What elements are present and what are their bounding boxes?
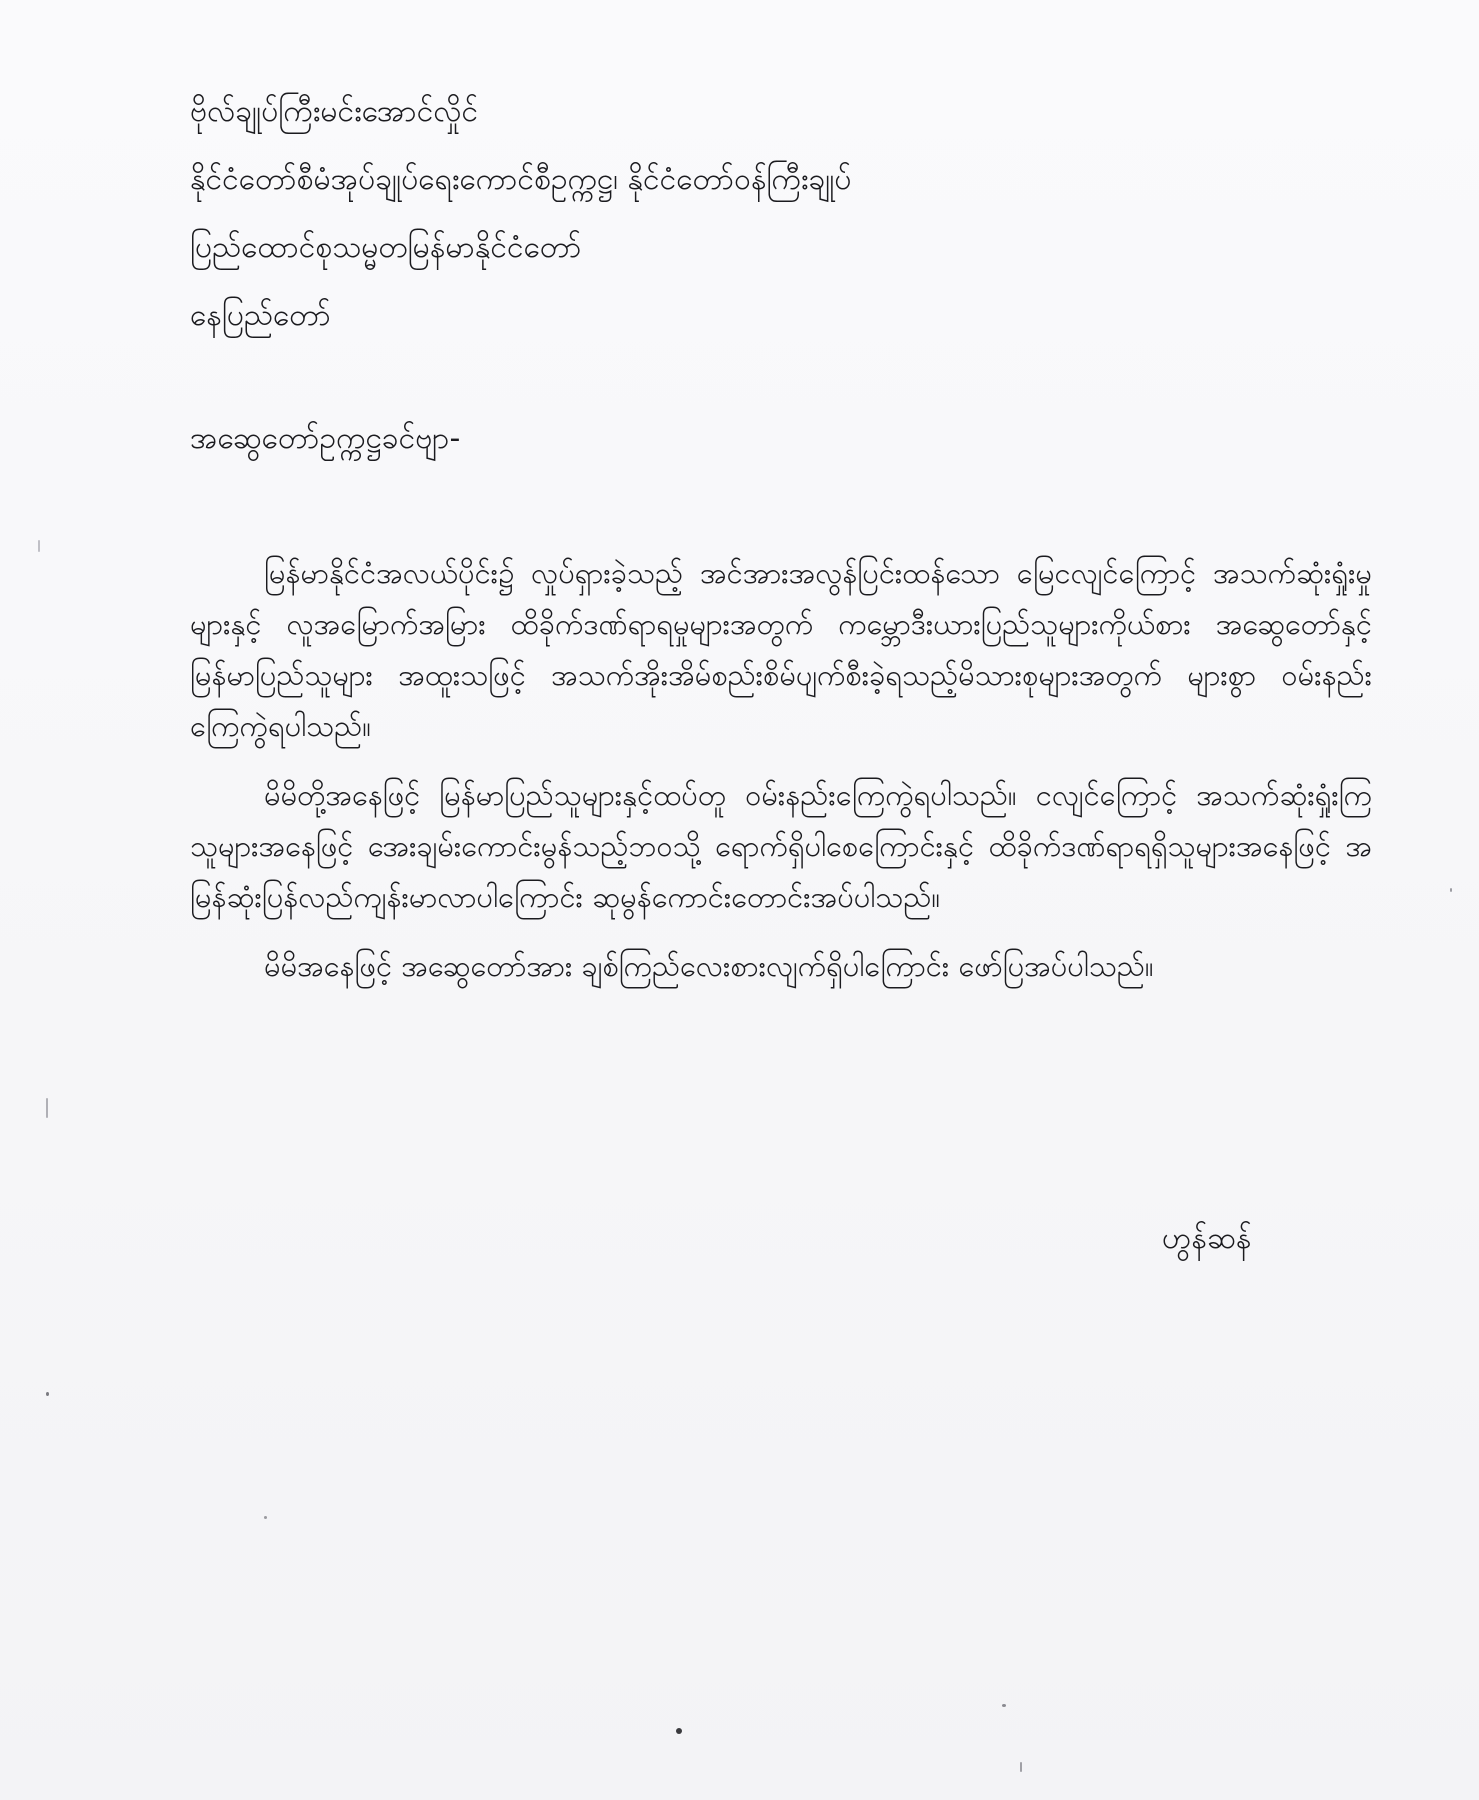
salutation: အဆွေတော်ဥက္ကဋ္ဌခင်ဗျာ-	[190, 421, 461, 456]
scan-edge-mark	[46, 1098, 48, 1118]
body-paragraph-condolence: မြန်မာနိုင်ငံအလယ်ပိုင်း၌ လှုပ်ရှားခဲ့သည့် အင်အားအလွန်ပြင်းထန်သော မြေငလျင်ကြောင့် အသက်ဆုံးရှုံးမှုများနှင့် လူအမြောက်အမြား ထိခိုက်ဒဏ်ရာရမှုများအတွက် ကမ္ဘောဒီးယားပြည်သူများကိုယ်စား အဆွေတော်နှင့် မြန်မာပြည်သူများ အထူးသဖြင့် အသက်အိုးအိမ်စည်းစိမ်ပျက်စီးခဲ့ရသည့်မိသားစုများအတွက် များစွာ ဝမ်းနည်းကြေကွဲရပါသည်။	[190, 556, 1372, 743]
scan-edge-mark	[1020, 1762, 1022, 1772]
letter-body	[190, 548, 1372, 1010]
scan-speck	[264, 1516, 267, 1519]
signature: ဟွန်ဆန်	[1162, 1221, 1252, 1256]
recipient-address-block	[190, 78, 1290, 350]
body-paragraph-closing: မိမိအနေဖြင့် အဆွေတော်အား ချစ်ကြည်လေးစားလျက်ရှိပါကြောင်း ဖော်ပြအပ်ပါသည်။	[264, 949, 1154, 983]
recipient-city: နေပြည်တော်	[190, 298, 331, 333]
recipient-title: နိုင်ငံတော်စီမံအုပ်ချုပ်ရေးကောင်စီဥက္ကဋ္ဌ၊ နိုင်ငံတော်ဝန်ကြီးချုပ်	[190, 162, 852, 197]
scan-speck	[1002, 1704, 1006, 1707]
scan-edge-mark	[38, 540, 40, 552]
scan-speck	[676, 1728, 682, 1734]
body-paragraph-prayer: မိမိတို့အနေဖြင့် မြန်မာပြည်သူများနှင့်ထပ်တူ ဝမ်းနည်းကြေကွဲရပါသည်။ ငလျင်ကြောင့် အသက်ဆုံးရှုံးကြသူများအနေဖြင့် အေးချမ်းကောင်းမွန်သည့်ဘဝသို့ ရောက်ရှိပါစေကြောင်းနှင့် ထိခိုက်ဒဏ်ရာရရှိသူများအနေဖြင့် အမြန်ဆုံးပြန်လည်ကျန်းမာလာပါကြောင်း ဆုမွန်ကောင်းတောင်းအပ်ပါသည်။	[190, 778, 1372, 914]
recipient-country: ပြည်ထောင်စုသမ္မတမြန်မာနိုင်ငံတော်	[190, 230, 582, 265]
scan-speck	[1450, 888, 1452, 892]
recipient-name: ဗိုလ်ချုပ်ကြီးမင်းအောင်လှိုင်	[190, 94, 479, 129]
scan-speck	[46, 1392, 49, 1396]
